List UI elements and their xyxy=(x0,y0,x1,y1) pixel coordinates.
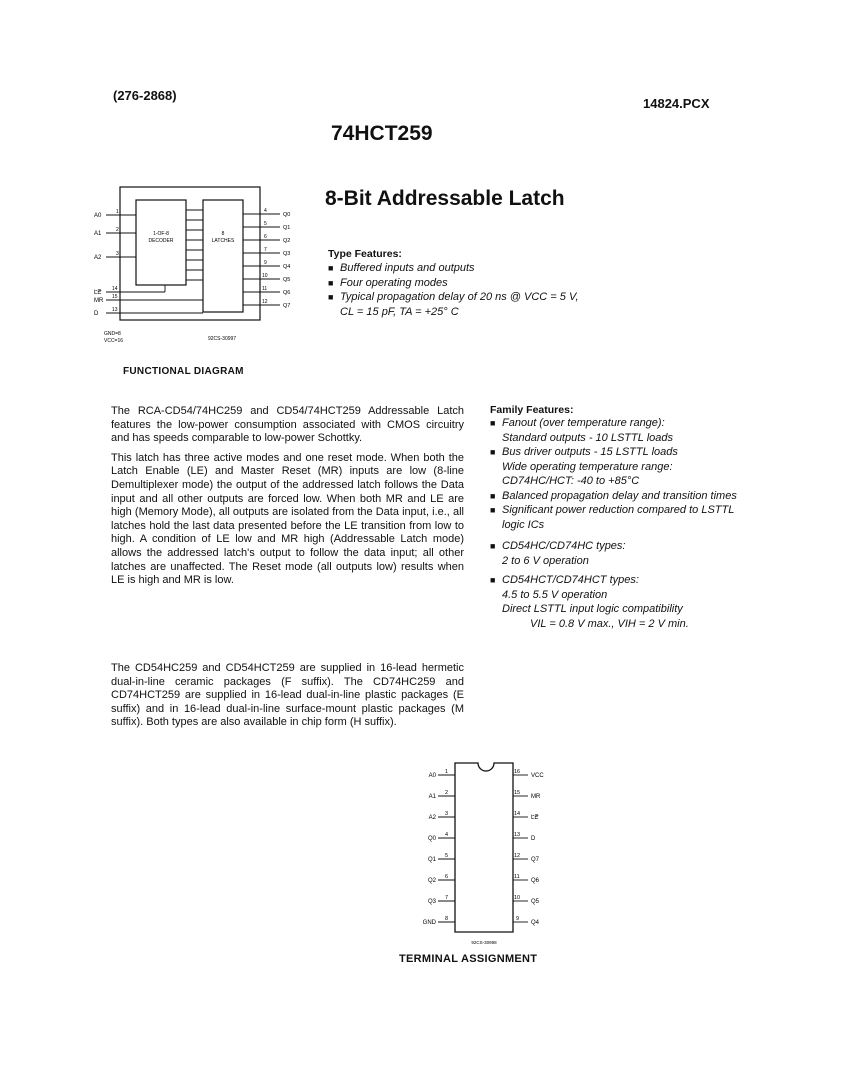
pin-num-16: 16 xyxy=(514,769,521,775)
decoder-label-1: 1-OF-8 xyxy=(153,231,169,237)
output-label-q2: Q2 xyxy=(283,238,291,244)
pin-num-10: 10 xyxy=(514,895,521,901)
gnd-note: GND=8 xyxy=(104,331,121,337)
list-item-continuation: CL = 15 pF, TA = +25° C xyxy=(340,305,459,318)
output-pin-6: 6 xyxy=(264,234,267,240)
pin-num-13: 13 xyxy=(514,832,521,838)
output-pin-12: 12 xyxy=(262,299,268,305)
output-pin-10: 10 xyxy=(262,273,268,279)
pin-num-15: 15 xyxy=(514,790,521,796)
functional-diagram-caption: FUNCTIONAL DIAGRAM xyxy=(123,366,244,377)
pin-num-7: 7 xyxy=(445,895,449,901)
pin-name-16: VCC xyxy=(531,773,544,779)
list-item: ■ Significant power reduction compared to LSTTL logic ICs xyxy=(490,504,735,531)
output-pin-5: 5 xyxy=(264,221,267,227)
pin-name-8: GND xyxy=(422,920,436,926)
list-item: ■ Balanced propagation delay and transition times xyxy=(490,489,737,502)
input-pin-14: 14 xyxy=(112,286,118,292)
input-pin-2: 2 xyxy=(116,227,119,233)
pin-num-4: 4 xyxy=(445,832,449,838)
pin-num-14: 14 xyxy=(514,811,521,817)
pin-name-14: LE xyxy=(531,815,539,821)
output-label-q1: Q1 xyxy=(283,225,291,231)
pin-name-11: Q6 xyxy=(531,878,540,884)
pin-name-13: D xyxy=(531,836,536,842)
list-item: ■ Typical propagation delay of 20 ns @ VCC = 5 V, xyxy=(328,291,579,303)
type-features-heading: Type Features: xyxy=(328,248,402,260)
input-pin-15: 15 xyxy=(112,294,118,300)
pin-num-6: 6 xyxy=(445,874,449,880)
output-pin-9: 9 xyxy=(264,260,267,266)
output-label-q7: Q7 xyxy=(283,303,291,309)
vcc-note: VCC=16 xyxy=(104,338,124,344)
functional-diagram-svg xyxy=(90,185,300,350)
input-pin-1: 1 xyxy=(116,209,119,215)
terminal-assignment-diagram xyxy=(410,760,560,950)
pin-name-5: Q1 xyxy=(427,857,436,863)
input-label-a2: A2 xyxy=(94,255,102,261)
input-label-le: LE xyxy=(94,290,102,296)
pin-num-5: 5 xyxy=(445,853,449,859)
terminal-assignment-caption: TERMINAL ASSIGNMENT xyxy=(399,953,538,965)
pin-num-1: 1 xyxy=(445,769,449,775)
pin-num-8: 8 xyxy=(445,916,449,922)
input-label-mr: MR xyxy=(94,298,104,304)
output-pin-11: 11 xyxy=(262,286,268,292)
pin-name-15: MR xyxy=(531,794,541,800)
pin-name-9: Q4 xyxy=(531,920,540,926)
output-label-q3: Q3 xyxy=(283,251,291,257)
pin-name-12: Q7 xyxy=(531,857,540,863)
output-label-q0: Q0 xyxy=(283,212,291,218)
file-name: 14824.PCX xyxy=(643,96,710,111)
packaging xyxy=(111,662,464,736)
list-item: ■ Buffered inputs and outputs xyxy=(328,262,475,274)
input-label-a1: A1 xyxy=(94,231,102,237)
list-item: ■ Four operating modes xyxy=(328,276,448,289)
functional-diagram xyxy=(90,185,300,350)
family-features-list xyxy=(490,416,810,631)
pin-num-12: 12 xyxy=(514,853,521,859)
type-features xyxy=(328,248,658,319)
catalog-number: (276-2868) xyxy=(113,88,177,103)
pin-name-2: A1 xyxy=(428,794,436,800)
pin-name-1: A0 xyxy=(428,773,436,779)
description-paragraph-3: The CD54HC259 and CD54HCT259 are supplied in 16-lead hermetic dual-in-line ceramic packages (F suffix). The CD74HC259 and CD74HCT259 are supplied in 16-lead dual-in-line plastic packages (E suffix) and in 16-lead dual-in-line surface-mount plastic packages (M suffix). Both types are also available in chip form (H suffix). xyxy=(111,662,464,729)
pin-name-4: Q0 xyxy=(427,836,436,842)
description-paragraph-1: The RCA-CD54/74HC259 and CD54/74HCT259 Addressable Latch features the low-power consumption associated with CMOS circuitry and has speeds comparable to low-power Schottky. xyxy=(111,405,464,445)
type-features-list xyxy=(328,261,658,319)
list-item: ■ CD54HC/CD74HC types: 2 to 6 V operation xyxy=(490,540,626,567)
output-pin-7: 7 xyxy=(264,247,267,253)
list-item-continuation: VIL = 0.8 V max., VIH = 2 V min. xyxy=(530,617,689,630)
output-label-q6: Q6 xyxy=(283,290,291,296)
part-number-title: 74HCT259 xyxy=(331,122,433,145)
list-item: ■ Bus driver outputs - 15 LSTTL loads Wide operating temperature range: CD74HC/HCT: -40 to +85°C xyxy=(490,446,678,487)
family-features-heading: Family Features: xyxy=(490,404,574,416)
decoder-label-2: DECODER xyxy=(148,238,174,244)
pin-name-10: Q5 xyxy=(531,899,540,905)
pin-name-6: Q2 xyxy=(427,878,436,884)
description-paragraph-2: This latch has three active modes and one reset mode. When both the Latch Enable (LE) and Master Reset (MR) inputs are low (8-line Demultiplexer mode) the output of the addressed latch follows the Data input and all other outputs are forced low. When both MR and LE are high (Memory Mode), all outputs are isolated from the Data input, i.e., all latches hold the last data presented before the LE transition from low to high. A condition of LE low and MR high (Addressable Latch mode) allows the addressed latch's output to follow the data input; all other latches are unaffected. The Reset mode (all outputs low) results when LE is high and MR is low. xyxy=(111,451,464,587)
output-label-q5: Q5 xyxy=(283,277,291,283)
latch-label-1: 8 xyxy=(221,231,225,237)
diagram-code: 92CS-30997 xyxy=(208,336,237,342)
family-features xyxy=(490,404,810,631)
pin-name-7: Q3 xyxy=(427,899,436,905)
latch-label-2: LATCHES xyxy=(211,238,235,244)
input-pin-13: 13 xyxy=(112,307,118,313)
input-pin-3: 3 xyxy=(116,251,119,257)
pinout-code: 92CS-30998 xyxy=(471,940,497,945)
input-label-d: D xyxy=(94,311,99,317)
list-item: ■ CD54HCT/CD74HCT types: 4.5 to 5.5 V operation Direct LSTTL input logic compatibility xyxy=(490,574,683,615)
pin-num-11: 11 xyxy=(514,874,520,880)
description xyxy=(111,405,464,594)
output-pin-4: 4 xyxy=(264,208,267,214)
pin-name-3: A2 xyxy=(428,815,436,821)
output-label-q4: Q4 xyxy=(283,264,291,270)
page-subtitle: 8-Bit Addressable Latch xyxy=(325,187,565,210)
input-label-a0: A0 xyxy=(94,213,102,219)
list-item: ■ Fanout (over temperature range): Standard outputs - 10 LSTTL loads xyxy=(490,417,674,444)
pin-num-3: 3 xyxy=(445,811,449,817)
dip-package-outline xyxy=(455,763,513,932)
pinout-svg xyxy=(410,760,560,950)
pin-num-2: 2 xyxy=(445,790,449,796)
pin-num-9: 9 xyxy=(516,916,520,922)
